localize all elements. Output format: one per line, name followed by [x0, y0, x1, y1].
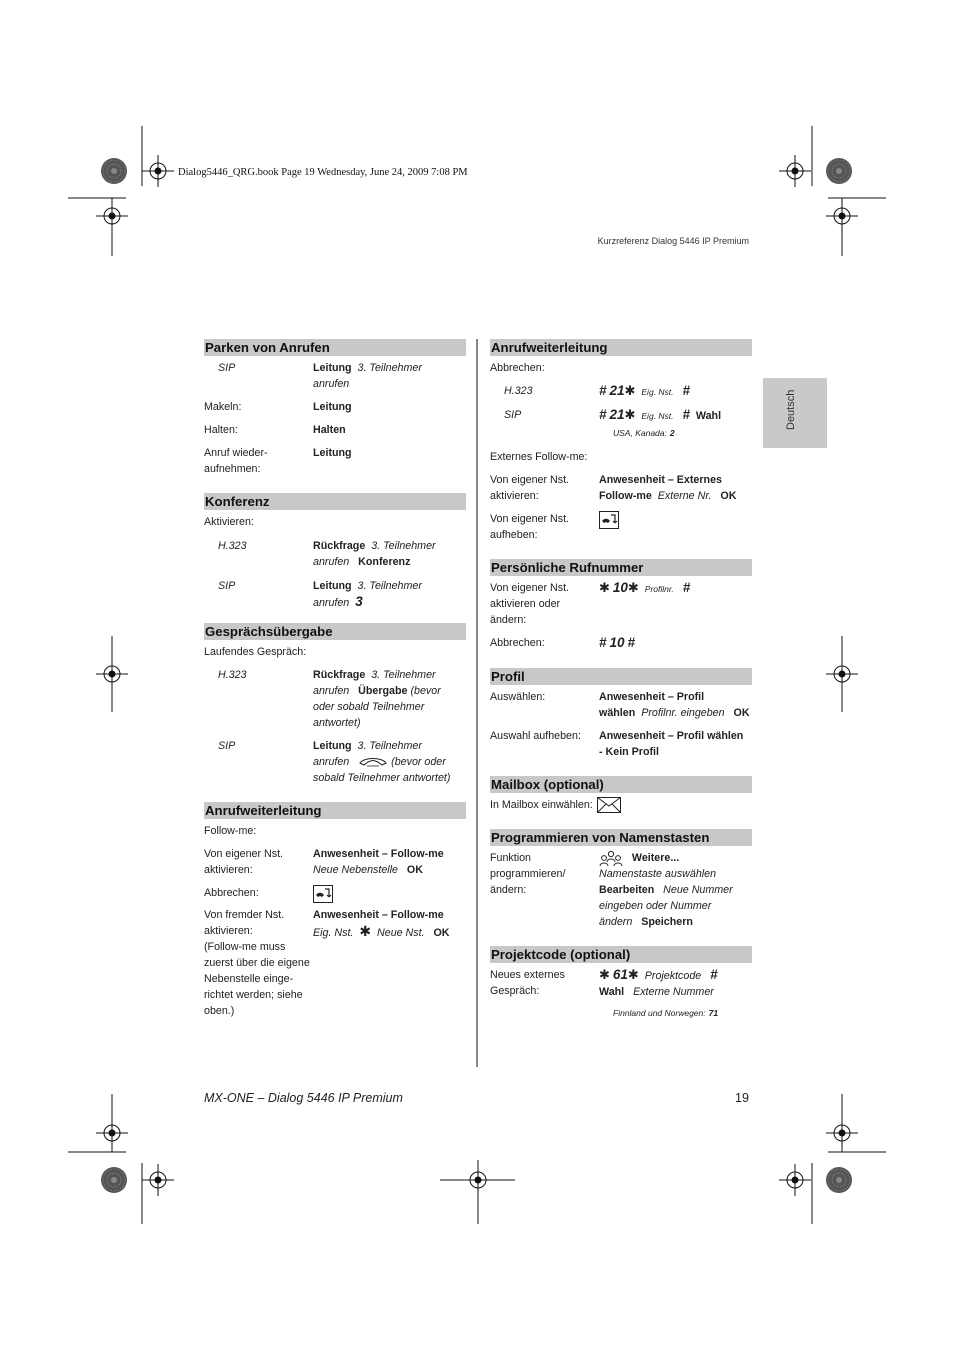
makeln-label: Makeln: [204, 401, 242, 413]
follow-me-label: Follow-me: [204, 825, 257, 837]
h323-label: H.323 [218, 669, 247, 681]
hash-key-icon: # [682, 383, 690, 398]
hash-key-icon: # [682, 407, 690, 422]
fm-foreign-row [204, 907, 466, 1019]
namenstasten-line: ändern: [490, 884, 527, 897]
aendern-text: ändern [599, 916, 633, 929]
persoenlich-line: ändern: [490, 614, 527, 626]
section-title-profil: Profil [490, 668, 752, 685]
section-title-persoenlich: Persönliche Rufnummer [490, 559, 752, 576]
profil-waehlen-key: Anwesenheit – Profil wählen [599, 730, 744, 742]
externe-nummer-text: Externe Nummer [633, 986, 714, 999]
left-column [204, 339, 466, 1019]
neues-label-1: Neues externes [490, 969, 565, 982]
hash-key-icon: # [710, 967, 718, 983]
ok-key: OK [406, 864, 423, 876]
hash-key-icon: # [599, 407, 607, 422]
usa-digit: 2 [669, 428, 675, 438]
diversion-key-icon [313, 885, 333, 903]
anwesenheit-profil-key: Anwesenheit – Profil [599, 691, 705, 703]
fremder-line: zuerst über die eigene [204, 957, 310, 969]
wahl-key: Wahl [599, 986, 625, 999]
bearbeiten-key: Bearbeiten [599, 884, 655, 897]
halten-label: Halten: [204, 424, 238, 436]
profilnr-text: Profilnr. [644, 584, 674, 594]
language-tab-label: Deutsch [785, 389, 797, 430]
von-eigener-label: Von eigener Nst. [490, 474, 570, 486]
wahl-key: Wahl [695, 410, 722, 422]
konferenz-key: Konferenz [358, 556, 411, 568]
neue-nummer-text: Neue Nummer [663, 884, 733, 897]
section-title-weiterleitung-left: Anrufweiterleitung [204, 802, 466, 819]
aktivieren-label: Aktivieren: [204, 516, 254, 528]
footer-title: MX-ONE – Dialog 5446 IP Premium [204, 1091, 403, 1105]
section-title-projektcode: Projektcode (optional) [490, 946, 752, 963]
weitere-key: Weitere... [631, 852, 680, 865]
externe-nr-text: Externe Nr. [657, 490, 712, 502]
anwesenheit-fm-key: Anwesenheit – Follow-me [313, 848, 444, 860]
speichern-key: Speichern [641, 916, 693, 929]
section-title-weiterleitung-right: Anrufweiterleitung [490, 339, 752, 356]
waehlen-key: wählen [599, 707, 636, 719]
code-10: 10 [609, 635, 625, 650]
sip-label: SIP [218, 580, 236, 592]
leitung-key: Leitung [313, 447, 352, 459]
hash-key-icon: # [627, 635, 636, 650]
ext-activate-row [490, 472, 752, 504]
leitung-key: Leitung [313, 401, 352, 413]
projektcode-row [490, 967, 752, 1000]
section-title-namenstasten: Programmieren von Namenstasten [490, 829, 752, 846]
hash-key-icon: # [682, 580, 691, 595]
star-key-icon: ✱ [627, 967, 639, 983]
abbrechen-label: Abbrechen: [204, 887, 259, 899]
abbrechen-label: Abbrechen: [490, 637, 545, 649]
eig-nst-text: Eig. Nst. [313, 927, 354, 939]
star-key-icon: ✱ [624, 383, 636, 398]
fm-cancel-row [204, 885, 466, 903]
parken-makeln-row [204, 399, 466, 415]
ext-cancel-row [490, 511, 752, 543]
code-10: 10 [612, 580, 628, 595]
finnland-note: Finnland und Norwegen: [613, 1008, 706, 1019]
profil-select-row [490, 689, 752, 721]
contacts-icon [599, 850, 623, 866]
leitung-key: Leitung [313, 740, 352, 752]
fremder-label [204, 907, 313, 1019]
einwaehlen-label: In Mailbox einwählen: [490, 799, 593, 811]
kein-profil-key: - Kein Profil [599, 746, 659, 758]
hash-key-icon: # [599, 383, 607, 398]
ok-key: OK [733, 707, 750, 719]
column-divider [476, 339, 478, 1067]
anrufen-text: anrufen [313, 378, 350, 390]
teilnehmer-text: 3. Teilnehmer [357, 362, 422, 374]
profil-cancel-row [490, 728, 752, 760]
star-key-icon: ✱ [359, 923, 372, 939]
star-key-icon: ✱ [624, 407, 636, 422]
digit-3-key: 3 [355, 594, 363, 609]
anrufen-text: anrufen [313, 597, 350, 609]
neue-nst-text: Neue Nst. [377, 927, 425, 939]
neue-nebenstelle-text: Neue Nebenstelle [313, 864, 398, 876]
cancel-sip-row [490, 407, 752, 424]
h323-label: H.323 [504, 385, 533, 397]
eig-nst-text: Eig. Nst. [641, 387, 674, 397]
anwesenheit-ext-key: Anwesenheit – Externes [599, 474, 722, 486]
usa-note: USA, Kanada: [613, 428, 667, 438]
star-key-icon: ✱ [599, 967, 610, 983]
namenstasten-line: Funktion [490, 852, 531, 865]
page-number: 19 [735, 1091, 749, 1105]
anrufen-text: anrufen [313, 556, 350, 568]
hash-key-icon: # [599, 635, 607, 650]
von-eigener-label: Von eigener Nst. [490, 513, 570, 525]
teilnehmer-text: 3. Teilnehmer [371, 669, 436, 681]
teilnehmer-text: 3. Teilnehmer [371, 540, 436, 552]
neues-label-2: Gespräch: [490, 985, 540, 998]
auswaehlen-label: Auswählen: [490, 691, 546, 703]
antwortet-text: antwortet) [313, 717, 361, 729]
section-title-konferenz: Konferenz [204, 493, 466, 510]
namenstasten-row [490, 850, 752, 930]
eingeben-text: eingeben oder Nummer [599, 900, 712, 913]
sip-label: SIP [218, 362, 236, 374]
personal-activate-row [490, 580, 752, 628]
bevor-oder-text: (bevor oder [391, 756, 446, 768]
parken-wieder-row [204, 445, 466, 477]
diversion-key-icon [599, 511, 619, 529]
uebergabe-key: Übergabe [358, 685, 408, 697]
code-61: 61 [612, 967, 628, 983]
fremder-line: Von fremder Nst. [204, 909, 285, 921]
namenstasten-label [490, 850, 599, 930]
aufheben-label: aufheben: [490, 529, 538, 541]
fremder-line: aktivieren: [204, 925, 253, 937]
konferenz-h323-row [204, 538, 466, 570]
finnland-code: 71 [708, 1008, 719, 1019]
star-key-icon: ✱ [599, 580, 610, 595]
code-21: 21 [609, 407, 625, 422]
sip-label: SIP [504, 409, 522, 421]
persoenlich-line: aktivieren oder [490, 598, 561, 610]
uebergabe-sip-row [204, 738, 466, 786]
handset-on-hook-icon [358, 756, 388, 768]
anrufen-text: anrufen [313, 756, 350, 768]
halten-key: Halten [313, 424, 346, 436]
teilnehmer-text: 3. Teilnehmer [357, 740, 422, 752]
mail-envelope-icon [597, 797, 621, 813]
ok-key: OK [433, 927, 450, 939]
bevor-text: (bevor [410, 685, 441, 697]
namenstasten-line: programmieren/ [490, 868, 566, 881]
follow-me-key: Follow-me [599, 490, 652, 502]
running-header: Kurzreferenz Dialog 5446 IP Premium [597, 236, 749, 246]
persoenlich-line: Von eigener Nst. [490, 582, 570, 594]
section-title-parken: Parken von Anrufen [204, 339, 466, 356]
anwesenheit-fm-key: Anwesenheit – Follow-me [313, 909, 444, 921]
parken-halten-row [204, 422, 466, 438]
externes-label: Externes Follow-me: [490, 451, 588, 463]
oder-sobald-text: oder sobald Teilnehmer [313, 701, 425, 713]
star-key-icon: ✱ [627, 580, 639, 595]
leitung-key: Leitung [313, 580, 352, 592]
rueckfrage-key: Rückfrage [313, 669, 366, 681]
eig-nst-text: Eig. Nst. [641, 411, 674, 421]
fremder-line: richtet werden; siehe [204, 989, 303, 1001]
h323-label: H.323 [218, 540, 247, 552]
leitung-key: Leitung [313, 362, 352, 374]
sip-label: SIP [218, 740, 236, 752]
wieder-label-2: aufnehmen: [204, 463, 261, 475]
aufheben-label: Auswahl aufheben: [490, 730, 581, 742]
aktivieren-label: aktivieren: [204, 864, 253, 876]
sobald-teilnehmer-text: sobald Teilnehmer antwortet) [313, 772, 451, 784]
rueckfrage-key: Rückfrage [313, 540, 366, 552]
abbrechen-label: Abbrechen: [490, 362, 545, 374]
code-21: 21 [609, 383, 625, 398]
print-info: Dialog5446_QRG.book Page 19 Wednesday, June 24, 2009 7:08 PM [178, 167, 468, 178]
persoenlich-label [490, 580, 599, 628]
fremder-line: (Follow-me muss [204, 941, 286, 953]
language-tab [763, 378, 827, 448]
ok-key: OK [720, 490, 737, 502]
section-title-uebergabe: Gesprächsübergabe [204, 623, 466, 640]
projektcode-text: Projektcode [644, 970, 702, 983]
profilnr-eingeben-text: Profilnr. eingeben [641, 707, 725, 719]
wieder-label-1: Anruf wieder- [204, 447, 268, 459]
uebergabe-h323-row [204, 667, 466, 731]
right-column [490, 339, 752, 1026]
parken-sip-row [204, 360, 466, 392]
konferenz-sip-row [204, 578, 466, 611]
anrufen-text: anrufen [313, 685, 350, 697]
fremder-line: Nebenstelle einge- [204, 973, 294, 985]
fm-activate-row [204, 846, 466, 878]
laufendes-label: Laufendes Gespräch: [204, 646, 307, 658]
aktivieren-label: aktivieren: [490, 490, 539, 502]
personal-cancel-row [490, 635, 752, 652]
mailbox-row [490, 797, 752, 813]
namenstaste-text: Namenstaste auswählen [599, 868, 717, 881]
fremder-line: oben.) [204, 1005, 235, 1017]
cancel-h323-row [490, 383, 752, 400]
teilnehmer-text: 3. Teilnehmer [357, 580, 422, 592]
von-eigener-label: Von eigener Nst. [204, 848, 284, 860]
section-title-mailbox: Mailbox (optional) [490, 776, 752, 793]
